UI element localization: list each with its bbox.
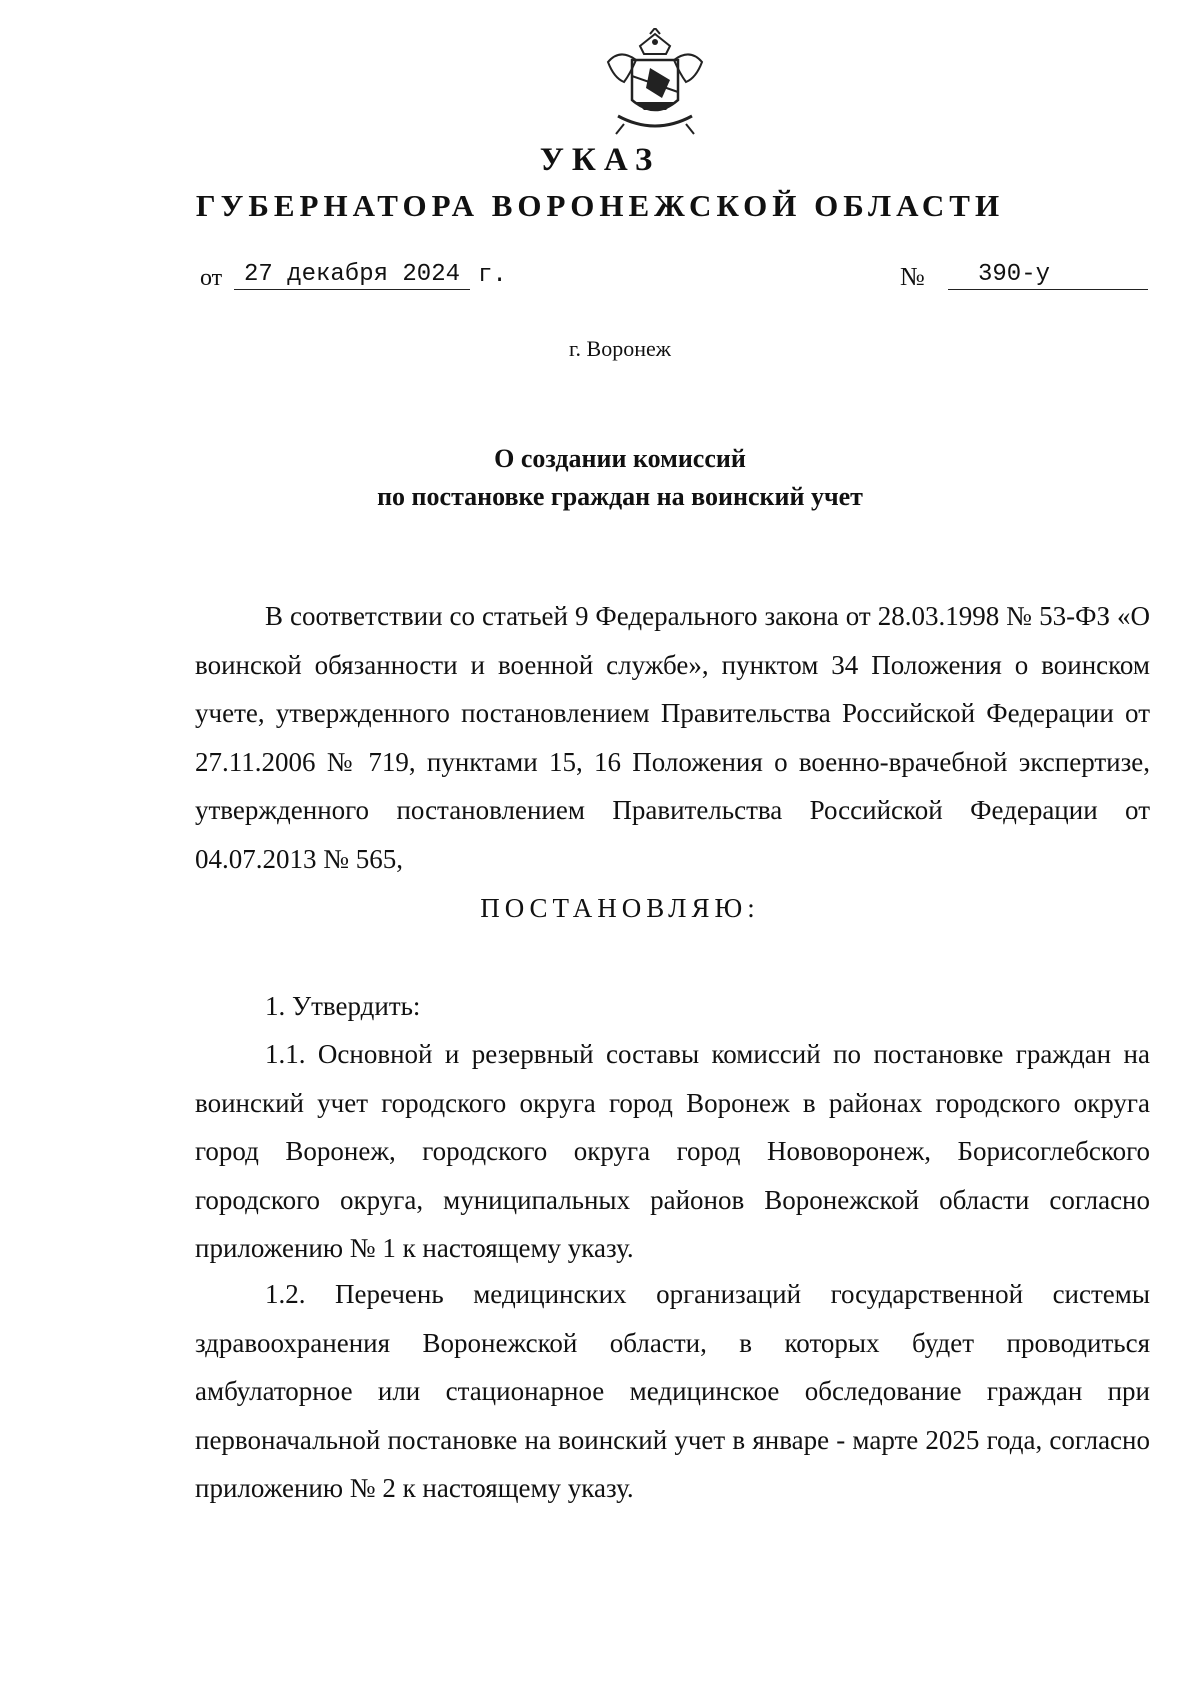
subject-line-1: О создании комиссий: [494, 444, 746, 473]
subject-line-2: по постановке граждан на воинский учет: [377, 482, 863, 511]
intro-text: В соответствии со статьей 9 Федерального закона от 28.03.1998 № 53-ФЗ «О воинской обязанности и военной службе», пунктом 34 Положения о воинском учете, утвержденного постановлением Правительства Российской Федерации от 27.11.2006 № 719, пунктами 15, 16 Положения о военно-врачебной экспертизе, утвержденного постановлением Правительства Российской Федерации от 04.07.2013 № 565,: [195, 601, 1150, 874]
document-date: 27 декабря 2024: [234, 261, 470, 290]
date-suffix: г.: [478, 262, 507, 289]
item-1-text: 1. Утвердить:: [265, 991, 421, 1021]
item-1-2-text: 1.2. Перечень медицинских организаций государственной системы здравоохранения Воронежской области, в которых будет проводиться амбулаторное или стационарное медицинское обследование граждан при первоначальной постановке на воинский учет в январе - марте 2025 года, согласно приложению № 2 к настоящему указу.: [195, 1279, 1150, 1503]
date-number-row: [200, 256, 1160, 296]
number-prefix: №: [900, 262, 925, 291]
item-1-2: [195, 1270, 1150, 1513]
city-label: г. Воронеж: [569, 336, 671, 361]
item-1: [195, 982, 1150, 1031]
intro-paragraph: [195, 592, 1150, 883]
date-prefix: от: [200, 265, 223, 291]
document-title: УКАЗ: [539, 142, 661, 178]
decree-word: ПОСТАНОВЛЯЮ:: [480, 893, 760, 923]
item-1-1: [195, 1030, 1150, 1273]
document-subtitle: ГУБЕРНАТОРА ВОРОНЕЖСКОЙ ОБЛАСТИ: [195, 188, 1005, 223]
coat-of-arms-icon: [600, 28, 710, 138]
document-number: 390-у: [948, 261, 1148, 290]
item-1-1-text: 1.1. Основной и резервный составы комиссий по постановке граждан на воинский учет городского округа город Воронеж в районах городского округа город Воронеж, городского округа город Нововоронеж, Борисоглебского городского округа, муниципальных районов Воронежской области согласно приложению № 1 к настоящему указу.: [195, 1039, 1150, 1263]
document-subject: [0, 440, 1200, 516]
